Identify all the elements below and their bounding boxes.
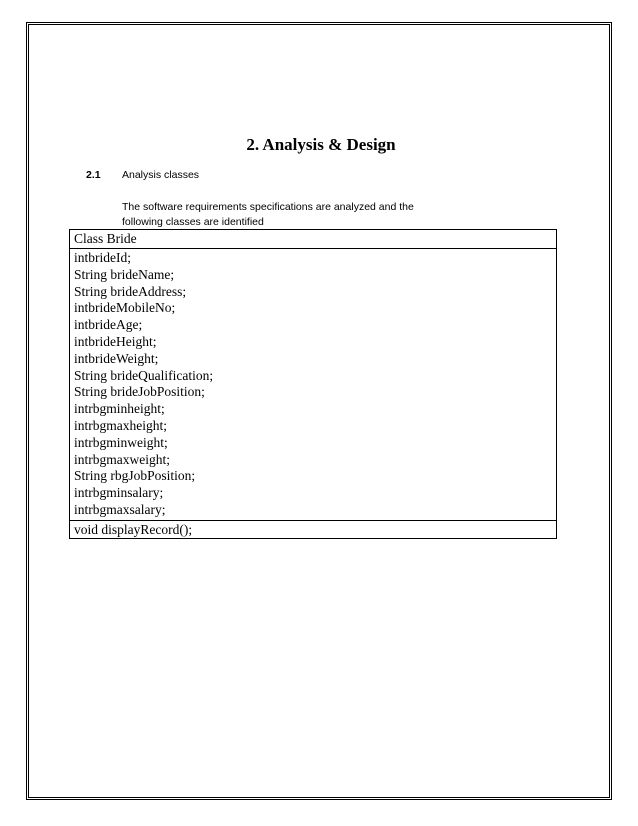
attribute-line: intrbgminweight; (74, 434, 168, 450)
attribute-line: intbrideMobileNo; (74, 300, 176, 316)
attribute-line: intbrideHeight; (74, 333, 157, 349)
attribute-line: String brideName; (74, 266, 175, 282)
method-line: void displayRecord(); (74, 521, 193, 537)
intro-line: The software requirements specifications are analyzed and the (122, 201, 414, 213)
attribute-line: String brideQualification; (74, 367, 214, 383)
attribute-line: intbrideWeight; (74, 350, 159, 366)
section-title: 2. Analysis & Design (246, 135, 396, 154)
attribute-line: intbrideId; (74, 250, 131, 265)
attribute-line: intbrideAge; (74, 317, 143, 333)
attribute-line: String brideAddress; (74, 283, 187, 299)
intro-line: following classes are identified (122, 216, 264, 228)
attribute-line: intrbgminheight; (74, 401, 165, 417)
class-methods (70, 521, 556, 538)
intro-paragraph (122, 200, 482, 230)
subsection-title: Analysis classes (122, 169, 200, 181)
subsection-number: 2.1 (86, 169, 101, 181)
attribute-line: intrbgminsalary; (74, 485, 164, 501)
class-attributes (70, 249, 556, 521)
attribute-line: intrbgmaxsalary; (74, 501, 166, 517)
attribute-line: String rbgJobPosition; (74, 468, 196, 484)
attribute-line: intrbgmaxweight; (74, 451, 170, 467)
attribute-line: String brideJobPosition; (74, 384, 205, 400)
attribute-line: intrbgmaxheight; (74, 417, 167, 433)
class-diagram-box (69, 229, 557, 539)
class-name: Class Bride (70, 230, 556, 249)
